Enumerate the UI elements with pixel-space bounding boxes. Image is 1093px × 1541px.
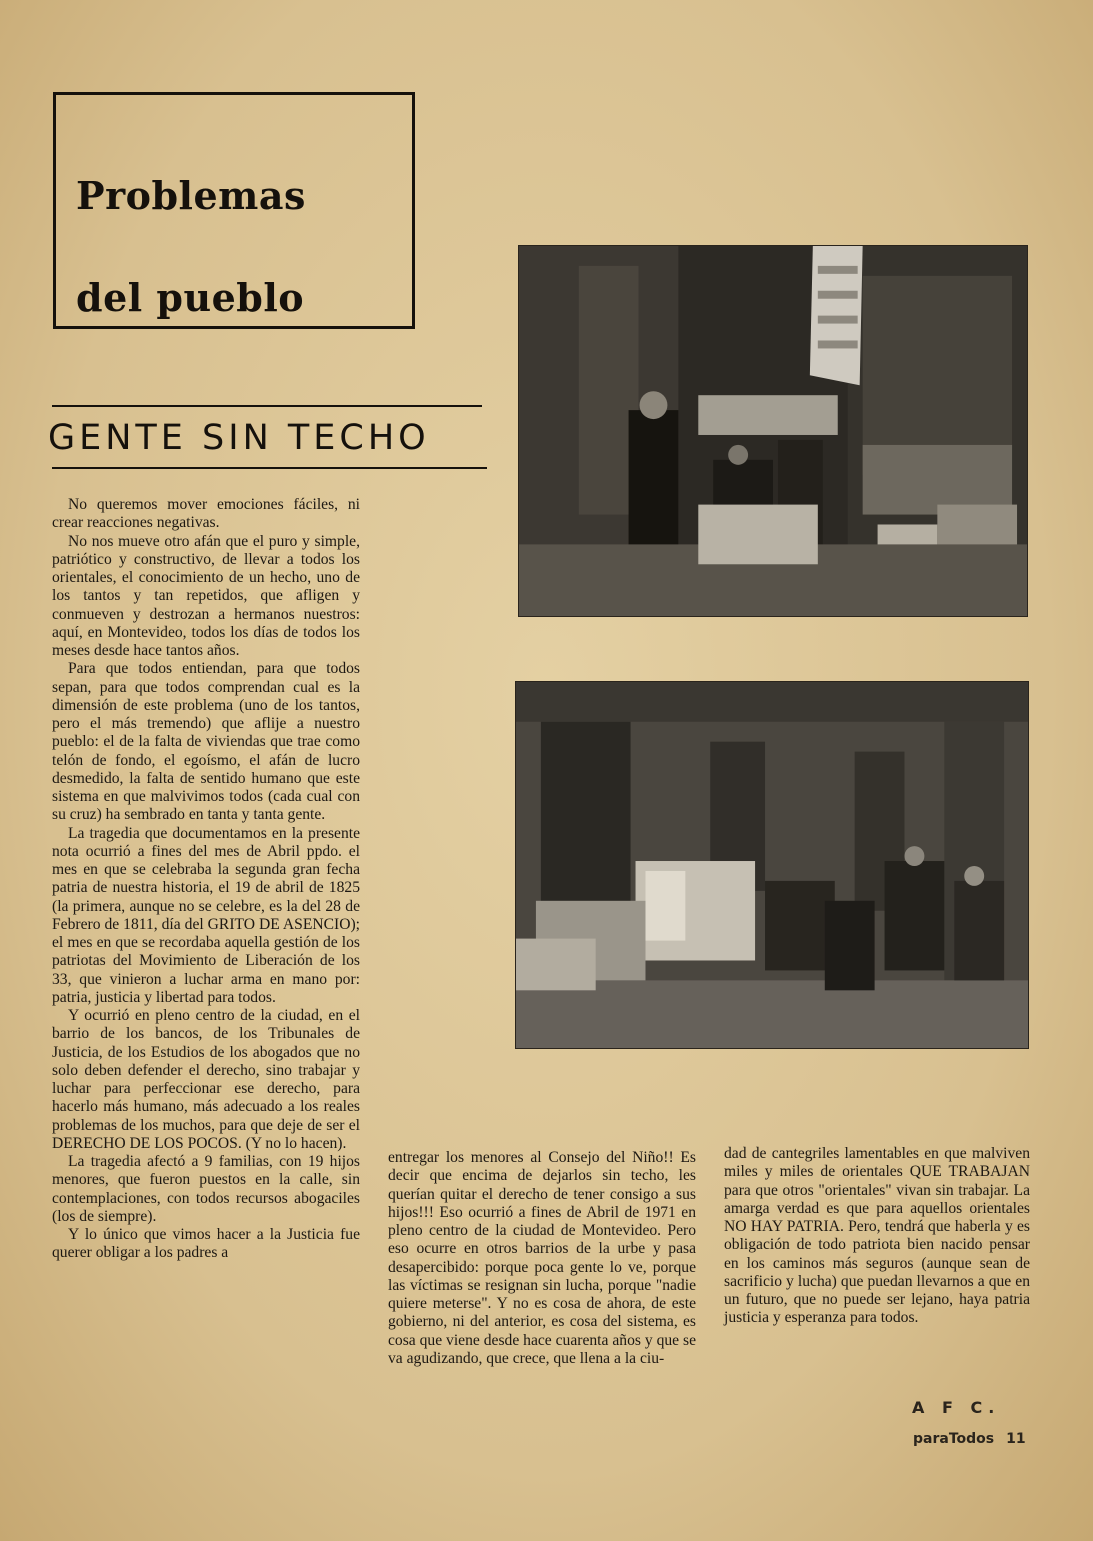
- paragraph: La tragedia que documentamos en la presente nota ocurrió a fines del mes de Abril ppdo. el mes en que se celebraba la segunda gran fecha patria de nuestra historia, el 19 de abril de 1825 (la primera, aunque no se celebre, es la del 28 de Febrero de 1811, día del GRITO DE ASENCIO); el mes en que se recordaba aquella gestión de los patriotas del Movimiento de Liberación de los 33, que vinieron a luchar arma en mano por: patria, justicia y libertad para todos.: [52, 824, 360, 1006]
- photo-image: [516, 682, 1028, 1048]
- article-column-middle: [388, 1149, 696, 1368]
- magazine-name: paraTodos: [913, 1431, 995, 1447]
- section-title-box: [53, 92, 415, 329]
- section-title-line-2: del pueblo: [76, 275, 305, 320]
- article-column-left: [52, 496, 360, 1263]
- photo-evicted-families-1: [518, 245, 1028, 617]
- paragraph: La tragedia afectó a 9 familias, con 19 hijos menores, que fueron puestos en la calle, sin contemplaciones, con todos recursos abogaciles (los de siempre).: [52, 1153, 360, 1225]
- paragraph: entregar los menores al Consejo del Niño!! Es decir que encima de dejarlos sin techo, les querían quitar el derecho de tener consigo a sus hijos!!! Eso ocurrió a fines de Abril de 1971 en pleno centro de la ciudad de Montevideo. Pero eso ocurre en otros barrios de la urbe y pasa desapercibido: porque poca gente lo ve, porque las víctimas se resignan sin lucha, porque "nadie quiere meterse". Y no es cosa de ahora, de este gobierno, ni del anterior, es cosa del sistema, es cosa que viene desde hace cuarenta años y que se va agudizando, que crece, que llena a la ciu-: [388, 1149, 696, 1367]
- page-footer: [913, 1431, 1026, 1447]
- headline-bottom-rule: [52, 467, 487, 469]
- author-signature: A F C.: [912, 1398, 1001, 1417]
- headline: GENTE SIN TECHO: [48, 418, 430, 458]
- photo-image: [519, 246, 1027, 616]
- paragraph: Y lo único que vimos hacer a la Justicia fue querer obligar a los padres a: [52, 1226, 360, 1262]
- paragraph: No nos mueve otro afán que el puro y simple, patriótico y constructivo, de llevar a todos los orientales, el conocimiento de un hecho, uno de los tantos y tan repetidos, que afligen y conmueven y destrozan a hermanos nuestros: aquí, en Montevideo, todos los días de todos los meses desde hace tantos años.: [52, 532, 360, 659]
- paragraph: Y ocurrió en pleno centro de la ciudad, en el barrio de los bancos, de los Tribunales de Justicia, de los Estudios de los abogados que no solo deben defender el derecho, sino trabajar y luchar para perfeccionar ese derecho, para hacerlo más humano, más adecuado a los reales problemas de los muchos, para que deje de ser el DERECHO DE LOS POCOS. (Y no lo hacen).: [52, 1007, 360, 1152]
- photo-evicted-families-2: [515, 681, 1029, 1049]
- paragraph: dad de cantegriles lamentables en que malviven miles y miles de orientales QUE TRABAJAN para que otros "orientales" vivan sin trabajar. La amarga verdad es que para aquellos orientales NO HAY PATRIA. Pero, tendrá que haberla y es obligación de todo patriota bien nacido pensar en los caminos más seguros (aunque sean de sacrificio y lucha) que puedan llevarnos a que en un futuro, que no puede ser lejano, haya patria justicia y esperanza para todos.: [724, 1145, 1030, 1327]
- section-title-line-1: Problemas: [76, 173, 306, 218]
- page-number: 11: [1006, 1431, 1026, 1447]
- paragraph: No queremos mover emociones fáciles, ni crear reacciones negativas.: [52, 496, 360, 532]
- article-column-right: [724, 1145, 1030, 1328]
- headline-top-rule: [52, 405, 482, 407]
- paragraph: Para que todos entiendan, para que todos sepan, para que todos comprendan cual es la dimensión de este problema (uno de los tantos, pero el más tremendo) que aflije a nuestro pueblo: el de la falta de viviendas que trae como telón de fondo, el egoísmo, el afán de lucro desmedido, la falta de sentido humano que este sistema en que malvivimos todos (cada cual con su cruz) ha sembrado en tanta y tanta gente.: [52, 660, 360, 824]
